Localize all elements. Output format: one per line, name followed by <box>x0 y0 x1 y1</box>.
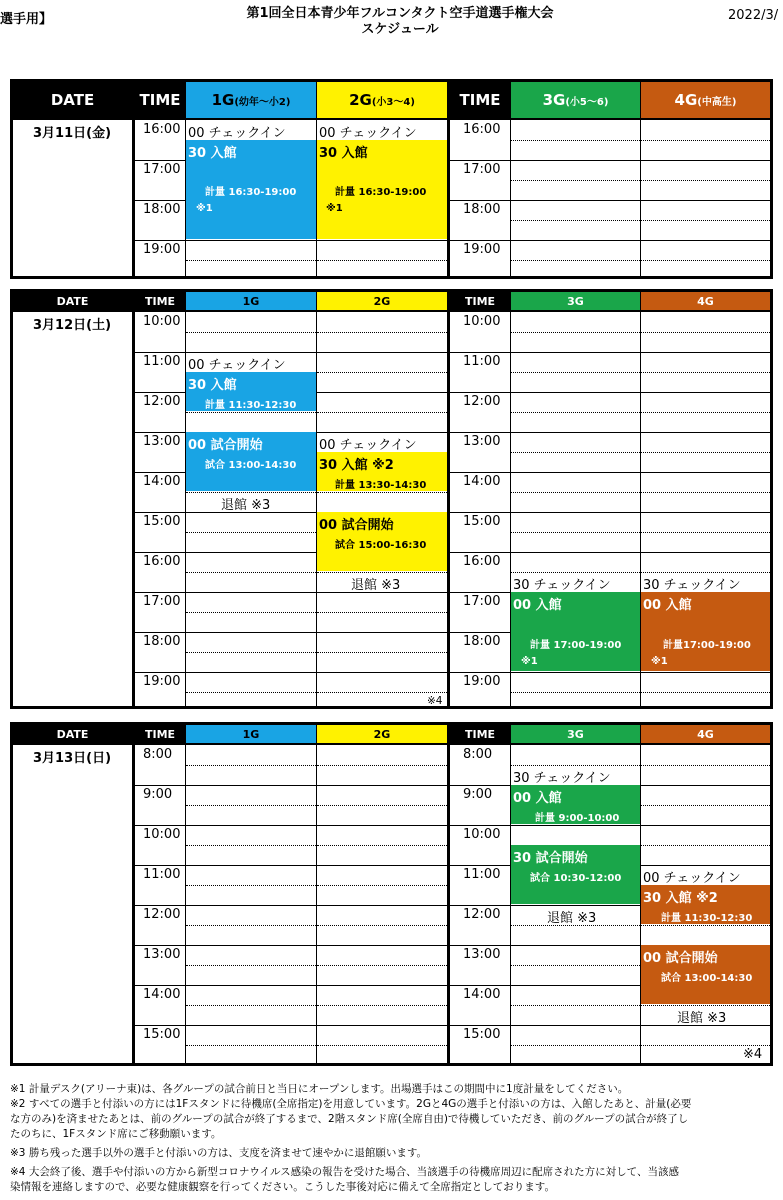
half-row-divider <box>511 765 640 766</box>
column-divider <box>510 82 511 276</box>
time-label: 18:00 <box>143 202 181 217</box>
half-row-divider <box>186 612 316 613</box>
half-row-divider <box>317 492 447 493</box>
footnote-2-cont2: たのちに、1Fスタンド席にご移動願います。 <box>10 1128 222 1140</box>
footnote-3: ※3 勝ち残った選手以外の選手と付添いの方は、支度を済ませて速やかに退館願います。 <box>10 1147 427 1159</box>
header-3g: 3G <box>511 292 640 310</box>
3g-enter: 00 入館 <box>513 598 562 613</box>
time-label: 18:00 <box>463 634 501 649</box>
header-1g-sub: (幼年～小2) <box>234 96 291 108</box>
time-label: 15:00 <box>143 514 181 529</box>
4g-note: ※1 <box>651 656 668 667</box>
column-divider <box>185 292 186 706</box>
header-time: TIME <box>135 725 185 743</box>
1g-checkin: 00 チェックイン <box>188 126 286 141</box>
time-label: 9:00 <box>143 787 173 802</box>
half-row-divider <box>511 140 640 141</box>
time-label: 10:00 <box>143 314 181 329</box>
4g-leave: 退館 ※3 <box>677 1011 727 1026</box>
header-divider <box>13 310 770 312</box>
table-header-row <box>13 725 770 743</box>
time-label: 11:00 <box>463 867 501 882</box>
table-header-row <box>13 82 770 118</box>
half-row-divider <box>186 1005 316 1006</box>
2g-match: 試合 15:00-16:30 <box>335 540 427 551</box>
1g-weigh: 計量 16:30-19:00 <box>205 187 297 198</box>
1g-note: ※1 <box>196 203 213 214</box>
3g-note: ※1 <box>521 656 538 667</box>
column-divider <box>316 725 317 1063</box>
half-row-divider <box>186 332 316 333</box>
half-row-divider <box>641 180 770 181</box>
half-row-divider <box>641 845 770 846</box>
column-divider <box>185 725 186 1063</box>
time-label: 15:00 <box>463 514 501 529</box>
column-divider <box>447 82 450 276</box>
column-divider <box>132 292 135 706</box>
half-row-divider <box>641 532 770 533</box>
note-4: ※4 <box>427 695 443 707</box>
header-1g: 1G <box>186 725 316 743</box>
title-line-1: 第1回全日本青少年フルコンタクト空手道選手権大会 <box>246 6 554 21</box>
time-label: 12:00 <box>143 394 181 409</box>
2g-enter: 30 入館 ※2 <box>319 458 394 473</box>
header-2g: 2G <box>317 725 447 743</box>
1g-start: 00 試合開始 <box>188 438 263 453</box>
time-label: 14:00 <box>143 474 181 489</box>
2g-note: ※1 <box>326 203 343 214</box>
header-4g: 4G <box>641 292 770 310</box>
time-label: 13:00 <box>143 434 181 449</box>
row-divider <box>132 352 770 353</box>
half-row-divider <box>641 220 770 221</box>
3g-start: 30 試合開始 <box>513 851 588 866</box>
half-row-divider <box>317 965 447 966</box>
3g-match: 試合 10:30-12:00 <box>530 873 622 884</box>
time-label: 8:00 <box>463 747 493 762</box>
3g-leave: 退館 ※3 <box>547 911 597 926</box>
half-row-divider <box>511 572 640 573</box>
header-3g-label: 3G <box>542 91 566 109</box>
1g-checkin: 00 チェックイン <box>188 358 286 373</box>
time-label: 18:00 <box>463 202 501 217</box>
time-label: 15:00 <box>143 1027 181 1042</box>
3g-checkin: 30 チェックイン <box>513 578 611 593</box>
2g-enter: 30 入館 <box>319 146 368 161</box>
half-row-divider <box>641 452 770 453</box>
header-2g-label: 2G <box>349 91 372 109</box>
half-row-divider <box>511 1005 640 1006</box>
half-row-divider <box>511 452 640 453</box>
half-row-divider <box>511 260 640 261</box>
row-divider <box>132 240 770 241</box>
header-4g <box>641 82 770 118</box>
footnote-1: ※1 計量デスク(アリーナ東)は、各グループの試合前日と当日にオープンします。出場選手はこの期間中に1度計量をしてください。 <box>10 1083 629 1095</box>
header-date: DATE <box>13 292 132 310</box>
time-label: 14:00 <box>143 987 181 1002</box>
half-row-divider <box>317 612 447 613</box>
header-3g <box>511 82 640 118</box>
half-row-divider <box>186 765 316 766</box>
1g-enter: 30 入館 <box>188 146 237 161</box>
time-label: 17:00 <box>463 162 501 177</box>
time-label: 17:00 <box>463 594 501 609</box>
time-label: 16:00 <box>463 122 501 137</box>
half-row-divider <box>641 492 770 493</box>
row-divider <box>132 552 770 553</box>
day-date: 3月11日(金) <box>33 126 112 141</box>
header-time-2: TIME <box>450 292 510 310</box>
schedule-table-day2 <box>10 289 773 709</box>
half-row-divider <box>186 692 316 693</box>
footnote-2-cont: な方のみ)を済ませたあとは、前のグループの試合が終了するまで、2階スタンド席(全席自由)で待機していただき、前のグループの試合が終了し <box>10 1113 689 1125</box>
time-label: 10:00 <box>143 827 181 842</box>
header-divider <box>13 118 770 120</box>
half-row-divider <box>511 372 640 373</box>
header-date: DATE <box>13 725 132 743</box>
time-label: 15:00 <box>463 1027 501 1042</box>
document-label: 選手用】 <box>0 12 53 27</box>
row-divider <box>132 1025 770 1026</box>
4g-match: 試合 13:00-14:30 <box>661 973 753 984</box>
1g-weigh: 計量 11:30-12:30 <box>205 400 297 411</box>
half-row-divider <box>641 692 770 693</box>
4g-start: 00 試合開始 <box>643 951 718 966</box>
time-label: 16:00 <box>463 554 501 569</box>
header-time: TIME <box>135 292 185 310</box>
half-row-divider <box>641 805 770 806</box>
3g-checkin: 30 チェックイン <box>513 771 611 786</box>
column-divider <box>447 725 450 1063</box>
header-1g <box>186 82 316 118</box>
half-row-divider <box>317 765 447 766</box>
footnotes <box>10 1082 780 1195</box>
schedule-table-day1 <box>10 79 773 279</box>
footnote-2: ※2 すべての選手と付添いの方には1Fスタンドに待機席(全席指定)を用意しています。2Gと4Gの選手と付添いの方は、入館したあと、計量(必要 <box>10 1098 692 1110</box>
half-row-divider <box>186 412 316 413</box>
day-date: 3月12日(土) <box>33 318 112 333</box>
row-divider <box>132 825 770 826</box>
time-label: 16:00 <box>143 554 181 569</box>
header-date: 2022/3/ <box>728 8 779 23</box>
header-1g: 1G <box>186 292 316 310</box>
2g-checkin: 00 チェックイン <box>319 126 417 141</box>
2g-weigh: 計量 13:30-14:30 <box>335 480 427 491</box>
half-row-divider <box>186 1045 316 1046</box>
table-header-row <box>13 292 770 310</box>
half-row-divider <box>186 805 316 806</box>
half-row-divider <box>317 805 447 806</box>
half-row-divider <box>641 140 770 141</box>
2g-weigh: 計量 16:30-19:00 <box>335 187 427 198</box>
time-label: 11:00 <box>143 867 181 882</box>
half-row-divider <box>511 412 640 413</box>
header-time-2: TIME <box>450 82 510 118</box>
time-label: 10:00 <box>463 314 501 329</box>
time-label: 10:00 <box>463 827 501 842</box>
time-label: 18:00 <box>143 634 181 649</box>
half-row-divider <box>641 1045 770 1046</box>
half-row-divider <box>511 332 640 333</box>
time-label: 11:00 <box>463 354 501 369</box>
row-divider <box>132 785 770 786</box>
half-row-divider <box>186 885 316 886</box>
header-time-2: TIME <box>450 725 510 743</box>
2g-checkin: 00 チェックイン <box>319 438 417 453</box>
half-row-divider <box>511 965 640 966</box>
half-row-divider <box>317 885 447 886</box>
half-row-divider <box>186 845 316 846</box>
schedule-table-day3 <box>10 722 773 1066</box>
header-4g: 4G <box>641 725 770 743</box>
time-label: 19:00 <box>463 242 501 257</box>
time-label: 9:00 <box>463 787 493 802</box>
time-label: 19:00 <box>463 674 501 689</box>
4g-enter: 00 入館 <box>643 598 692 613</box>
time-label: 17:00 <box>143 594 181 609</box>
half-row-divider <box>317 692 447 693</box>
half-row-divider <box>511 1045 640 1046</box>
half-row-divider <box>641 765 770 766</box>
3g-weigh: 計量 9:00-10:00 <box>535 813 620 824</box>
row-divider <box>132 865 770 866</box>
1g-match: 試合 13:00-14:30 <box>205 460 297 471</box>
half-row-divider <box>186 965 316 966</box>
half-row-divider <box>641 572 770 573</box>
4g-checkin: 30 チェックイン <box>643 578 741 593</box>
time-label: 14:00 <box>463 474 501 489</box>
3g-enter: 00 入館 <box>513 791 562 806</box>
page-title <box>200 6 600 38</box>
header-date: DATE <box>13 82 132 118</box>
time-label: 13:00 <box>143 947 181 962</box>
footnote-4: ※4 大会終了後、選手や付添いの方から新型コロナウイルス感染の報告を受けた場合、当該選手の待機席周辺に配席された方に対して、当該感 <box>10 1166 679 1178</box>
header-time: TIME <box>135 82 185 118</box>
footnote-4-cont: 染情報を連絡しますので、必要な健康観察を行ってください。こうした事後対応に備えて全席指定としております。 <box>10 1181 555 1193</box>
day-date: 3月13日(日) <box>33 751 112 766</box>
half-row-divider <box>511 532 640 533</box>
header-2g: 2G <box>317 292 447 310</box>
time-label: 13:00 <box>463 947 501 962</box>
title-line-2: スケジュール <box>361 22 439 37</box>
half-row-divider <box>186 260 316 261</box>
header-4g-label: 4G <box>674 91 698 109</box>
time-label: 12:00 <box>463 907 501 922</box>
time-label: 12:00 <box>463 394 501 409</box>
half-row-divider <box>317 1045 447 1046</box>
half-row-divider <box>317 925 447 926</box>
time-label: 17:00 <box>143 162 181 177</box>
row-divider <box>132 672 770 673</box>
half-row-divider <box>186 532 316 533</box>
time-label: 8:00 <box>143 747 173 762</box>
half-row-divider <box>186 492 316 493</box>
header-2g-sub: (小3～4) <box>371 96 415 108</box>
half-row-divider <box>641 412 770 413</box>
half-row-divider <box>511 492 640 493</box>
column-divider <box>316 292 317 706</box>
note-4: ※4 <box>743 1047 763 1062</box>
half-row-divider <box>317 1005 447 1006</box>
1g-enter: 30 入館 <box>188 378 237 393</box>
half-row-divider <box>186 652 316 653</box>
column-divider <box>640 82 641 276</box>
half-row-divider <box>186 572 316 573</box>
time-label: 19:00 <box>143 674 181 689</box>
half-row-divider <box>317 372 447 373</box>
header-1g-label: 1G <box>211 91 235 109</box>
1g-leave: 退館 ※3 <box>221 498 271 513</box>
half-row-divider <box>317 845 447 846</box>
half-row-divider <box>641 372 770 373</box>
column-divider <box>132 82 135 276</box>
time-label: 14:00 <box>463 987 501 1002</box>
header-divider <box>13 743 770 745</box>
time-label: 13:00 <box>463 434 501 449</box>
half-row-divider <box>511 220 640 221</box>
4g-weigh: 計量17:00-19:00 <box>663 640 751 651</box>
4g-weigh: 計量 11:30-12:30 <box>661 913 753 924</box>
4g-enter: 30 入館 ※2 <box>643 891 718 906</box>
half-row-divider <box>511 180 640 181</box>
4g-checkin: 00 チェックイン <box>643 871 741 886</box>
half-row-divider <box>511 692 640 693</box>
half-row-divider <box>317 412 447 413</box>
half-row-divider <box>317 572 447 573</box>
half-row-divider <box>641 260 770 261</box>
column-divider <box>132 725 135 1063</box>
time-label: 16:00 <box>143 122 181 137</box>
half-row-divider <box>641 332 770 333</box>
half-row-divider <box>317 652 447 653</box>
3g-weigh: 計量 17:00-19:00 <box>530 640 622 651</box>
time-label: 12:00 <box>143 907 181 922</box>
header-4g-sub: (中高生) <box>697 96 737 108</box>
2g-start: 00 試合開始 <box>319 518 394 533</box>
half-row-divider <box>641 925 770 926</box>
header-2g <box>317 82 447 118</box>
header-3g-sub: (小5～6) <box>565 96 609 108</box>
time-label: 19:00 <box>143 242 181 257</box>
half-row-divider <box>317 332 447 333</box>
half-row-divider <box>317 260 447 261</box>
2g-leave: 退館 ※3 <box>351 578 401 593</box>
time-label: 11:00 <box>143 354 181 369</box>
half-row-divider <box>641 1005 770 1006</box>
header-3g: 3G <box>511 725 640 743</box>
half-row-divider <box>186 925 316 926</box>
column-divider <box>447 292 450 706</box>
